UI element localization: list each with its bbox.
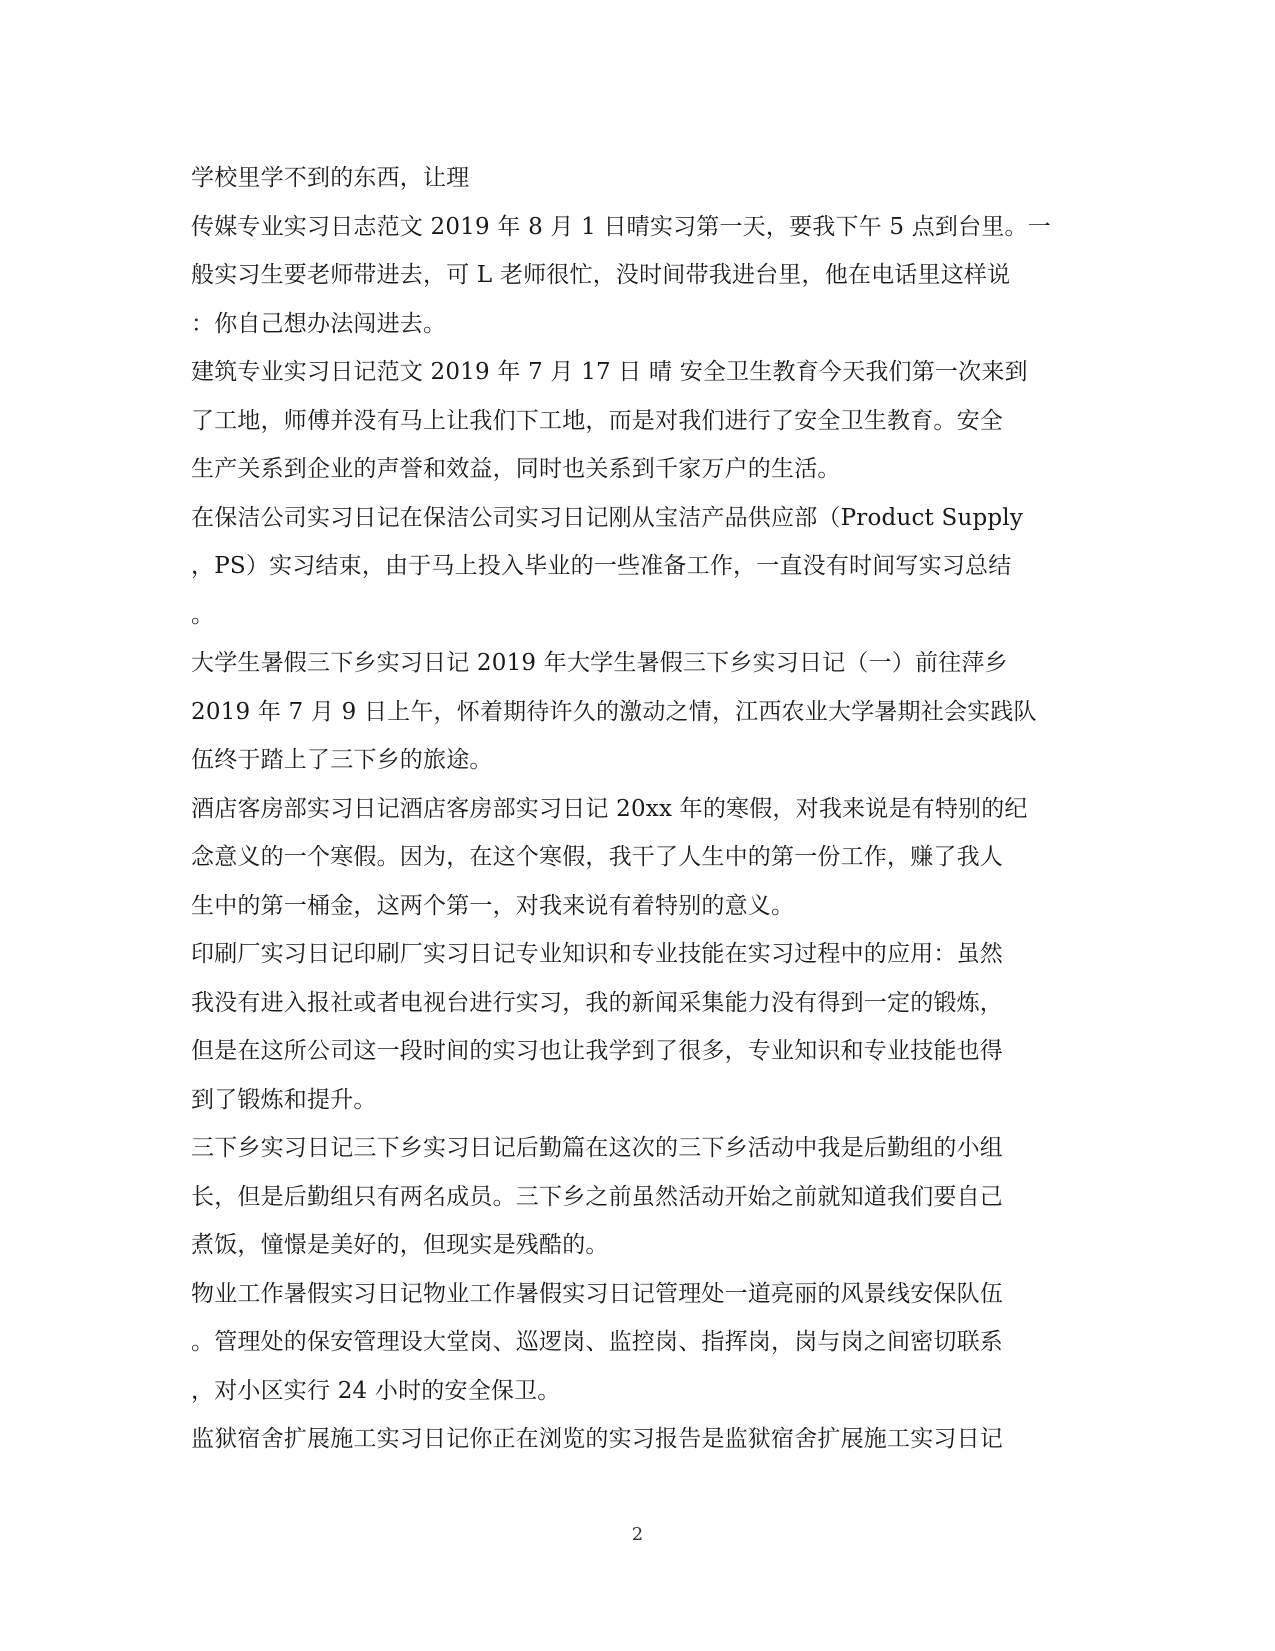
text-line: 生中的第一桶金，这两个第一，对我来说有着特别的意义。 [191, 892, 795, 919]
text-line: 伍终于踏上了三下乡的旅途。 [191, 747, 493, 773]
text-line: 生产关系到企业的声誉和效益，同时也关系到千家万户的生活。 [191, 456, 841, 482]
text-line: 2019 年 7 月 9 日上午，怀着期待许久的激动之情，江西农业大学暑期社会实践队 [191, 698, 1037, 725]
text-line: ：你自己想办法闯进去。 [191, 310, 447, 337]
page-number: 2 [631, 1524, 644, 1545]
text-line: ，对小区实行 24 小时的安全保卫。 [191, 1377, 561, 1404]
text-line: 念意义的一个寒假。因为，在这个寒假，我干了人生中的第一份工作，赚了我人 [191, 844, 1003, 870]
text-line: 大学生暑假三下乡实习日记 2019 年大学生暑假三下乡实习日记（一）前往萍乡 [191, 650, 1008, 676]
text-line: 监狱宿舍扩展施工实习日记你正在浏览的实习报告是监狱宿舍扩展施工实习日记 [191, 1426, 1003, 1452]
text-line: 。 [191, 601, 215, 628]
text-line: 酒店客房部实习日记酒店客房部实习日记 20xx 年的寒假，对我来说是有特别的纪 [191, 795, 1028, 822]
text-line: 传媒专业实习日志范文 2019 年 8 月 1 日晴实习第一天，要我下午 5 点到台里。一 [191, 213, 1051, 240]
text-line: 。管理处的保安管理设大堂岗、巡逻岗、监控岗、指挥岗，岗与岗之间密切联系 [191, 1329, 1003, 1355]
text-line: 三下乡实习日记三下乡实习日记后勤篇在这次的三下乡活动中我是后勤组的小组 [191, 1135, 1003, 1161]
document-body [191, 154, 1071, 1464]
text-line: 但是在这所公司这一段时间的实习也让我学到了很多，专业知识和专业技能也得 [191, 1038, 1003, 1064]
text-line: 到了锻炼和提升。 [191, 1086, 377, 1113]
text-line: 在保洁公司实习日记在保洁公司实习日记刚从宝洁产品供应部（Product Supply [191, 504, 1024, 531]
text-line: 长，但是后勤组只有两名成员。三下乡之前虽然活动开始之前就知道我们要自己 [191, 1183, 1003, 1210]
text-line: 物业工作暑假实习日记物业工作暑假实习日记管理处一道亮丽的风景线安保队伍 [191, 1280, 1003, 1307]
text-line: 我没有进入报社或者电视台进行实习，我的新闻采集能力没有得到一定的锻炼， [191, 989, 1003, 1016]
text-line: 煮饭，憧憬是美好的，但现实是残酷的。 [191, 1232, 609, 1258]
text-line: 了工地，师傅并没有马上让我们下工地，而是对我们进行了安全卫生教育。安全 [191, 407, 1003, 434]
text-line: 般实习生要老师带进去，可 L 老师很忙，没时间带我进台里，他在电话里这样说 [191, 262, 1011, 288]
text-line: 学校里学不到的东西，让理 [191, 165, 470, 191]
text-line: ，PS）实习结束，由于马上投入毕业的一些准备工作，一直没有时间写实习总结 [191, 553, 1012, 579]
text-line: 建筑专业实习日记范文 2019 年 7 月 17 日 晴 安全卫生教育今天我们第一次来到 [191, 359, 1028, 385]
text-line: 印刷厂实习日记印刷厂实习日记专业知识和专业技能在实习过程中的应用：虽然 [191, 941, 1003, 967]
